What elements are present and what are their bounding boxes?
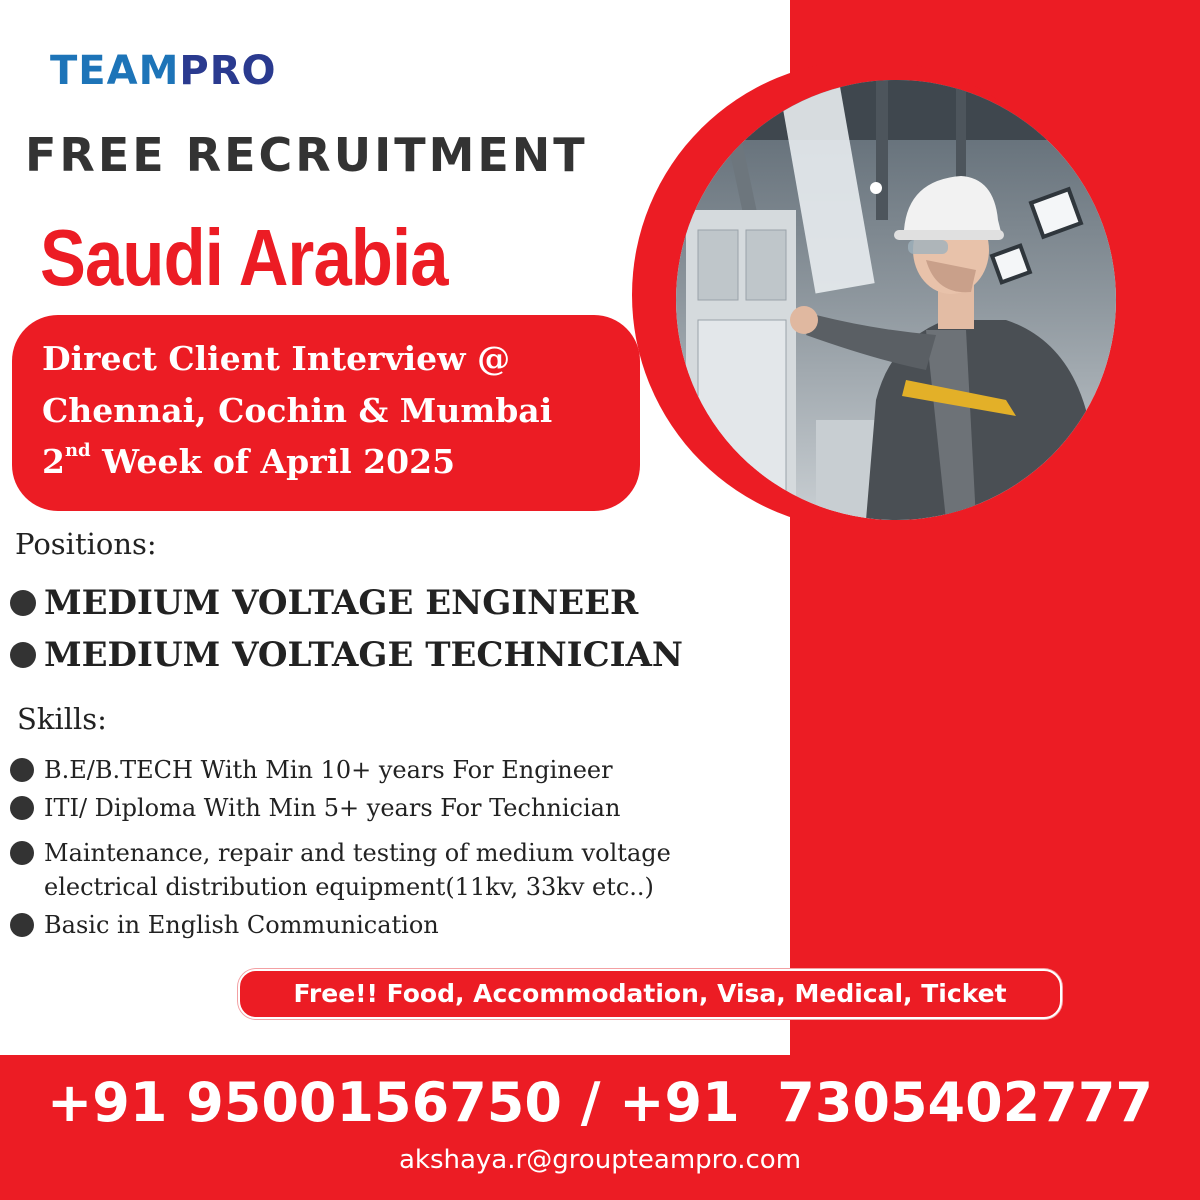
skill-label-line-2: electrical distribution equipment(11kv, 33kv etc..) — [44, 873, 654, 901]
positions-title: Positions: — [15, 527, 157, 561]
logo-team-text: TEAM — [50, 48, 180, 94]
logo-pro-text: PRO — [179, 48, 277, 94]
position-item — [10, 635, 683, 675]
bullet-icon — [10, 796, 34, 820]
skill-label-line-1: Maintenance, repair and testing of medium voltage — [44, 839, 671, 867]
position-label: MEDIUM VOLTAGE ENGINEER — [44, 583, 639, 623]
bullet-icon — [10, 841, 34, 865]
skill-label: Basic in English Communication — [44, 911, 439, 939]
skills-title: Skills: — [17, 702, 107, 736]
country-title: Saudi Arabia — [40, 213, 448, 302]
contact-footer — [0, 1055, 1200, 1200]
engineer-photo-illustration — [676, 80, 1116, 520]
headline: FREE RECRUITMENT — [25, 128, 588, 182]
skill-item — [10, 753, 613, 787]
interview-locations: Chennai, Cochin & Mumbai — [42, 391, 553, 430]
interview-date-rest: Week of April 2025 — [90, 442, 456, 481]
position-label: MEDIUM VOLTAGE TECHNICIAN — [44, 635, 684, 675]
bullet-icon — [10, 758, 34, 782]
phone-numbers[interactable]: +91 9500156750 / +91 7305402777 — [47, 1071, 1153, 1134]
bullet-icon — [10, 590, 36, 616]
bullet-icon — [10, 642, 36, 668]
position-item — [10, 583, 638, 623]
engineer-photo — [676, 80, 1116, 520]
skill-label-multiline — [44, 836, 671, 904]
bullet-icon — [10, 913, 34, 937]
skill-item — [10, 836, 671, 904]
interview-date-suffix: nd — [64, 440, 91, 461]
skill-item — [10, 908, 439, 942]
teampro-logo — [50, 46, 277, 96]
interview-line-1: Direct Client Interview @ — [42, 339, 511, 378]
skill-label: B.E/B.TECH With Min 10+ years For Engineer — [44, 756, 613, 784]
email-address[interactable]: akshaya.r@groupteampro.com — [398, 1145, 802, 1175]
interview-info-box — [12, 315, 640, 511]
interview-date-number: 2 — [42, 442, 65, 481]
interview-date — [42, 442, 455, 481]
skill-item — [10, 791, 620, 825]
skill-label: ITI/ Diploma With Min 5+ years For Technician — [44, 794, 621, 822]
benefits-banner: Free!! Food, Accommodation, Visa, Medical, Ticket — [238, 969, 1062, 1019]
